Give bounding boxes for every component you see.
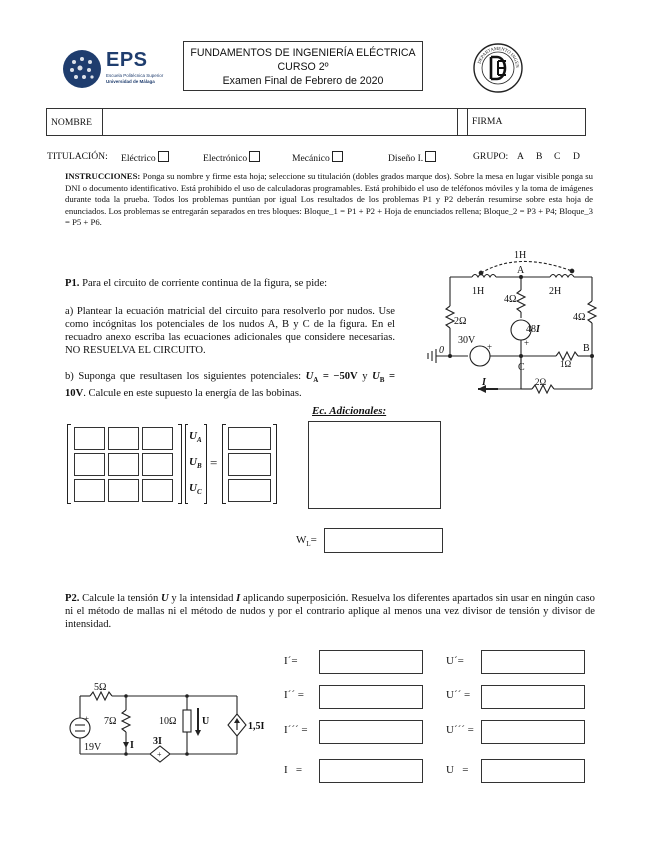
p2-u-label: U [202, 716, 210, 727]
p2-src-v-label: 19V [84, 742, 102, 753]
ans-label-i: I = [284, 764, 303, 776]
ans-box-i1[interactable] [319, 650, 423, 674]
grupo-d[interactable]: D [573, 151, 580, 162]
p1-dep-var: I [536, 324, 540, 335]
titulacion-row [47, 151, 592, 165]
eps-logo [62, 47, 174, 91]
p2-i-label: I [130, 740, 134, 751]
p1-30v-plus: + [487, 342, 493, 352]
p2-src-plus: + [84, 714, 90, 724]
p1-ua-value: = −50V [322, 371, 358, 382]
p1-part-b-pre: b) Suponga que resultasen los siguientes potenciales: [65, 371, 302, 382]
ans-label-i3: I´´´ = [284, 724, 308, 736]
matrix-cell[interactable] [108, 427, 139, 450]
ans-box-i2[interactable] [319, 685, 423, 709]
grupo-a[interactable]: A [517, 151, 524, 162]
matrix-cell[interactable] [142, 479, 173, 502]
source-cell[interactable] [228, 453, 271, 476]
eps-logo-subtitle2: Universidad de Málaga [106, 79, 155, 84]
matrix-equals: = [210, 455, 218, 470]
p2-i-symbol: I [236, 593, 241, 604]
p1-l2-label: 2H [549, 286, 562, 297]
p2-text-pre: Calcule la tensión [82, 593, 159, 604]
ans-label-i2: I´´ = [284, 689, 304, 701]
option-electrico[interactable] [121, 151, 169, 164]
department-seal [472, 42, 524, 94]
p1-ua-symbol: U [305, 371, 314, 382]
p1-ub-symbol: U [372, 371, 380, 382]
p1-part-b-post: . Calcule en este supuesto la energía de las bobinas. [83, 388, 302, 400]
vector-ua-symbol: U [189, 430, 197, 442]
firma-label: FIRMA [467, 109, 512, 135]
vector-ua-sub: A [196, 436, 202, 445]
eps-logo-subtitle: Escuela Politécnica Superior [106, 73, 164, 78]
p1-node-c: C [518, 362, 525, 373]
p2-dep-plus: + [157, 750, 162, 759]
matrix-cell[interactable] [74, 453, 105, 476]
ec-adicionales-label: Ec. Adicionales: [312, 405, 387, 417]
option-electronico[interactable] [203, 151, 260, 164]
matrix-cell[interactable] [142, 453, 173, 476]
source-vector [222, 424, 277, 504]
p1-part-b-mid: y [362, 371, 368, 382]
ans-box-i3[interactable] [319, 720, 423, 744]
p1-dep-label [526, 324, 541, 335]
p1-r4a-label: 4Ω [504, 294, 517, 305]
p2-dep-i-label: 1,5I [248, 721, 265, 732]
p2-dep-v-label: 3I [153, 736, 162, 747]
ans-box-u1[interactable] [481, 650, 585, 674]
p1-intro [65, 277, 410, 290]
grupo-b[interactable]: B [536, 151, 543, 162]
p1-ua-sub: A [313, 376, 319, 385]
department-seal-text: DEPARTAMENTO INGEN [476, 45, 521, 68]
exam-title-line3: Examen Final de Febrero de 2020 [222, 75, 384, 87]
ans-box-u[interactable] [481, 759, 585, 783]
admittance-matrix [67, 424, 182, 504]
p2-r7-label: 7Ω [104, 716, 117, 727]
p1-ub-value: = 10V [65, 371, 395, 400]
instructions [65, 171, 593, 229]
ans-box-i[interactable] [319, 759, 423, 783]
p1-node-a: A [517, 265, 525, 276]
svg-text:DEPARTAMENTO INGENIERÍA ELÉCTR [472, 42, 520, 69]
p1-r2a-label: 2Ω [454, 316, 467, 327]
option-electrico-checkbox[interactable] [158, 151, 169, 162]
p1-ub-sub: B [379, 376, 385, 385]
p2-text-mid: y la intensidad [171, 593, 234, 604]
titulacion-label: TITULACIÓN: [47, 151, 108, 162]
option-mecanico[interactable] [292, 151, 343, 164]
p1-circuit-diagram [418, 246, 600, 406]
ec-adicionales-box[interactable] [308, 421, 441, 509]
grupo-c[interactable]: C [554, 151, 561, 162]
option-electrico-label: Eléctrico [121, 153, 156, 164]
matrix-cell[interactable] [108, 479, 139, 502]
option-diseno[interactable] [388, 151, 436, 164]
instructions-text: Ponga su nombre y firme esta hoja; seleccione su titulación (dobles grados marque dos). Sobre la mesa en lugar visible ponga su DNI o documento identificativo. Está prohibido el uso de calculadoras programables. Está prohibido el uso de teléfonos móviles y la toma de imágenes durante toda la prueba. Todos los problemas puntúan por igual Los resultados de los problemas P1 y P2 deberán resumirse sobre esta hoja de enunciados. Los problemas se entregarán separados en tres bloques: Bloque_1 = P1 + P2 + Hoja de enunciados rellena; Bloque_2 = P3 + P4; Bloque_3 = P5 + P6. [65, 171, 594, 228]
p1-label: P1. [65, 278, 80, 289]
ans-label-u1: U´= [446, 655, 464, 667]
source-cell[interactable] [228, 479, 271, 502]
firma-field[interactable] [457, 109, 586, 135]
exam-title-box [183, 41, 423, 91]
ans-box-u2[interactable] [481, 685, 585, 709]
p2-text-post: aplicando superposición. Resuelva los diferentes apartados sin usar en ningún caso ni el método de mallas ni el método de nudos y por el contrario aplique al menos una vez divisor de tensión y divisor de intensidad. [65, 593, 595, 630]
ans-box-u3[interactable] [481, 720, 585, 744]
ans-label-i1: I´= [284, 655, 298, 667]
ans-label-u3: U´´´ = [446, 724, 474, 736]
vector-ub [189, 456, 202, 470]
ans-label-u2: U´´ = [446, 689, 471, 701]
wl-symbol: W [296, 534, 307, 546]
ans-label-u: U = [446, 764, 469, 776]
p1-30v-label: 30V [458, 335, 476, 346]
option-mecanico-label: Mecánico [292, 153, 330, 164]
vector-uc [189, 482, 202, 496]
p2-label: P2. [65, 593, 80, 604]
p1-part-b [65, 370, 395, 400]
p1-l1-label: 1H [472, 286, 485, 297]
wl-sub: L [306, 540, 311, 549]
matrix-cell[interactable] [142, 427, 173, 450]
p2-u-symbol: U [161, 593, 169, 604]
option-mecanico-checkbox[interactable] [332, 151, 343, 162]
wl-label [296, 534, 317, 548]
source-cell[interactable] [228, 427, 271, 450]
exam-title-line2: CURSO 2º [277, 61, 329, 73]
matrix-cell[interactable] [74, 479, 105, 502]
student-info-row [46, 108, 586, 136]
department-seal-icon [472, 42, 524, 94]
p2-r10-label: 10Ω [159, 716, 177, 727]
exam-title-line1: FUNDAMENTOS DE INGENIERÍA ELÉCTRICA [190, 47, 416, 59]
wl-equals: = [310, 534, 317, 546]
p2-circuit-diagram [62, 678, 282, 768]
p2-statement [65, 592, 595, 631]
matrix-cell[interactable] [108, 453, 139, 476]
p2-r5-label: 5Ω [94, 682, 107, 693]
eps-logo-text: EPS [106, 49, 148, 71]
vector-ua [189, 430, 202, 444]
vector-uc-sub: C [196, 488, 202, 497]
matrix-cell[interactable] [74, 427, 105, 450]
option-electronico-checkbox[interactable] [249, 151, 260, 162]
vector-ub-sub: B [196, 462, 202, 471]
p1-dep-plus: + [524, 338, 530, 348]
nombre-label: NOMBRE [51, 117, 93, 128]
p1-r1-label: 1Ω [560, 359, 572, 369]
instructions-title: INSTRUCCIONES: [65, 171, 141, 181]
nombre-field[interactable] [102, 109, 463, 135]
p1-part-a: a) Plantear la ecuación matricial del circuito para resolverlo por nudos. Use como incógnitas los potenciales de los nudos A, B y C de la figura. En el recuadro anexo escriba las ecuaciones adicionales que considere necesarias. NO RESUELVA EL CIRCUITO. [65, 306, 395, 356]
p1-dep-value: 48 [526, 324, 536, 335]
vector-ub-symbol: U [189, 456, 197, 468]
p1-r4b-label: 4Ω [573, 312, 586, 323]
option-electronico-label: Electrónico [203, 153, 248, 164]
grupo-label: GRUPO: [473, 151, 509, 162]
wl-answer-box[interactable] [324, 528, 443, 553]
vector-uc-symbol: U [189, 482, 197, 494]
option-diseno-label: Diseño I. [388, 153, 424, 164]
unknown-vector [185, 424, 207, 504]
p1-mutual-label: 1H [514, 250, 527, 261]
p1-ground-label: 0 [439, 345, 444, 356]
p1-node-b: B [583, 343, 590, 354]
p1-current-label: I [482, 377, 486, 388]
option-diseno-checkbox[interactable] [425, 151, 436, 162]
p1-r2b-label: 2Ω [535, 377, 547, 387]
eps-globe-icon [62, 49, 102, 89]
p1-intro-text: Para el circuito de corriente continua de la figura, se pide: [82, 278, 328, 289]
